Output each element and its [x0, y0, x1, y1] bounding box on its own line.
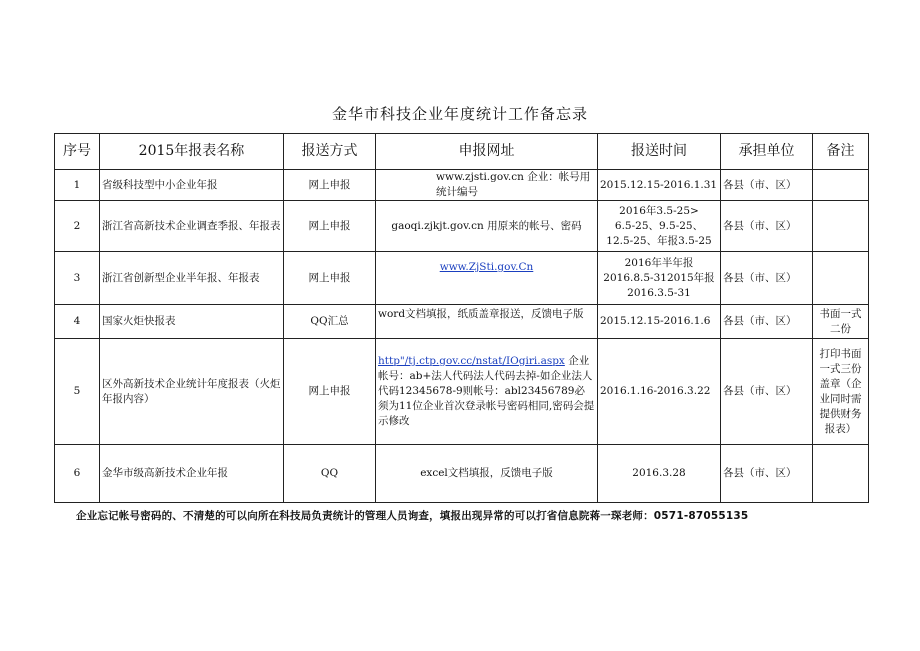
responsible-unit: 各县（市、区） [721, 339, 813, 445]
header-cell: 报送时间 [598, 134, 721, 170]
submit-method: 网上申报 [284, 170, 376, 201]
row-number: 2 [55, 201, 100, 252]
memo-table [54, 133, 869, 503]
remark [813, 170, 869, 201]
time-line: 6.5-25、9.5-25、 [614, 219, 704, 232]
header-cell: 备注 [813, 134, 869, 170]
table-row [55, 252, 869, 305]
report-name: 浙江省创新型企业半年报、年报表 [100, 252, 284, 305]
remark [813, 252, 869, 305]
responsible-unit: 各县（市、区） [721, 445, 813, 503]
site-note: 企业帐号：ab+法人代码法人代码去掉-如企业法人代码12345678-9则帐号：abl23456789必须为11位企业首次登录帐号密码相同,密码会提示修改 [378, 355, 595, 427]
report-name: 浙江省高新技术企业调查季报、年报表 [100, 201, 284, 252]
site-link[interactable]: www.ZjSti.gov.Cn [439, 261, 534, 273]
time-line: 2016.3.5-31 [627, 286, 691, 299]
report-name: 区外高新技术企业统计年度报表（火炬年报内容） [100, 339, 284, 445]
submit-site: word文档填报，纸质盖章报送，反馈电子版 [376, 305, 598, 339]
remark [813, 445, 869, 503]
table-row [55, 339, 869, 445]
submit-time: 2016.1.16-2016.3.22 [598, 339, 721, 445]
time-line: 2016年3.5-25> [619, 204, 699, 217]
table-row [55, 445, 869, 503]
table-row [55, 305, 869, 339]
header-cell: 申报网址 [376, 134, 598, 170]
remark: 书面一式二份 [813, 305, 869, 339]
remark: 打印书面一式三份盖章（企业同时需提供财务报表） [813, 339, 869, 445]
row-number: 3 [55, 252, 100, 305]
report-name: 国家火炬快报表 [100, 305, 284, 339]
time-line: 12.5-25、年报3.5-25 [606, 234, 712, 247]
submit-site: excel文档填报，反馈电子版 [376, 445, 598, 503]
table-row [55, 170, 869, 201]
time-line: 2016年半年报 [624, 256, 694, 269]
submit-time: 2016.3.28 [598, 445, 721, 503]
report-name: 省级科技型中小企业年报 [100, 170, 284, 201]
submit-method: QQ [284, 445, 376, 503]
row-number: 6 [55, 445, 100, 503]
report-name: 金华市级高新技术企业年报 [100, 445, 284, 503]
header-cell: 2015年报表名称 [100, 134, 284, 170]
responsible-unit: 各县（市、区） [721, 305, 813, 339]
row-number: 4 [55, 305, 100, 339]
page-title: 金华市科技企业年度统计工作备忘录 [331, 105, 588, 123]
submit-site [376, 252, 598, 305]
footer-text: 企业忘记帐号密码的、不清楚的可以向所在科技局负责统计的管理人员询查，填报出现异常的可以打省信息院蒋一琛老师：0571-87055135 [76, 510, 749, 522]
table-row [55, 201, 869, 252]
submit-method: 网上申报 [284, 339, 376, 445]
responsible-unit: 各县（市、区） [721, 201, 813, 252]
submit-method: 网上申报 [284, 201, 376, 252]
submit-time: 2015.12.15-2016.1.6 [598, 305, 721, 339]
submit-site [376, 339, 598, 445]
responsible-unit: 各县（市、区） [721, 252, 813, 305]
header-cell: 序号 [55, 134, 100, 170]
submit-site: gaoqi.zjkjt.gov.cn 用原来的帐号、密码 [376, 201, 598, 252]
submit-method: 网上申报 [284, 252, 376, 305]
row-number: 1 [55, 170, 100, 201]
remark [813, 201, 869, 252]
submit-method: QQ汇总 [284, 305, 376, 339]
header-cell: 承担单位 [721, 134, 813, 170]
responsible-unit: 各县（市、区） [721, 170, 813, 201]
time-line: 2016.8.5-312015年报 [603, 271, 715, 284]
header-row [55, 134, 869, 170]
site-link[interactable]: http"/tj.ctp.gov.cc/nstat/IOgiri.aspx [378, 355, 565, 367]
row-number: 5 [55, 339, 100, 445]
submit-site: www.zjsti.gov.cn 企业：帐号用统计编号 [376, 170, 598, 201]
submit-time [598, 201, 721, 252]
submit-time: 2015.12.15-2016.1.31 [598, 170, 721, 201]
submit-time [598, 252, 721, 305]
header-cell: 报送方式 [284, 134, 376, 170]
footer-note [76, 508, 748, 523]
